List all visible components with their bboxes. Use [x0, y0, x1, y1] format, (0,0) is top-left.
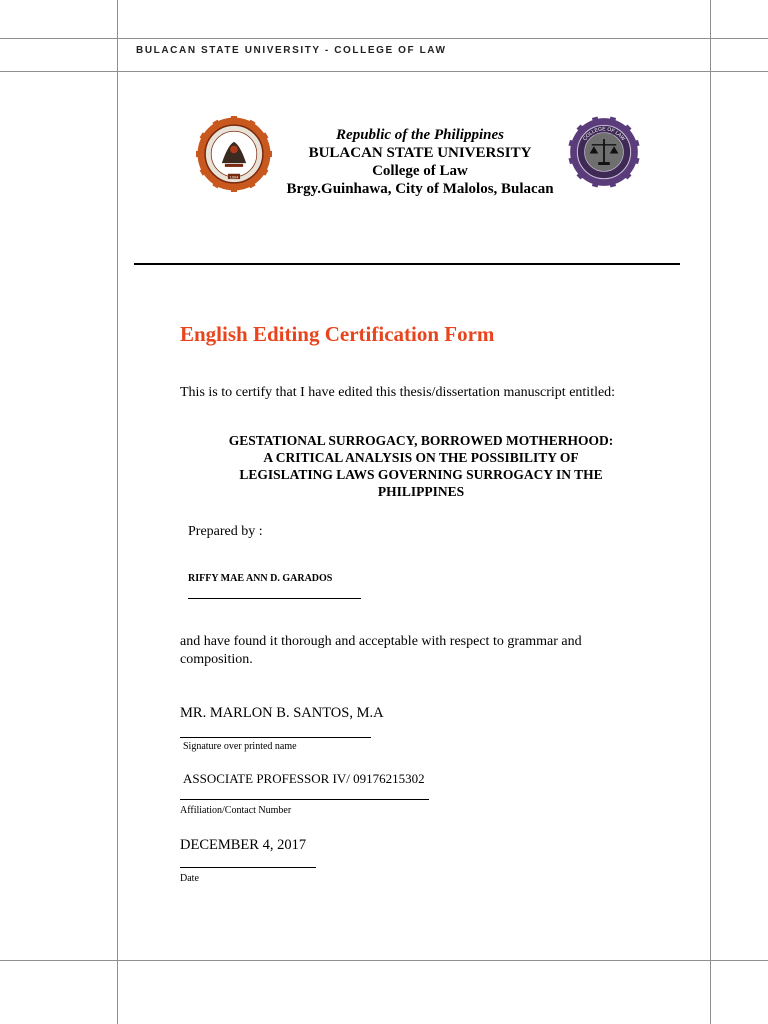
letterhead-university: BULACAN STATE UNIVERSITY	[308, 145, 532, 161]
prepared-by-label: Prepared by :	[188, 524, 263, 539]
page-guide-right	[710, 0, 711, 1024]
affiliation-caption: Affiliation/Contact Number	[180, 805, 292, 816]
thesis-title-line: A CRITICAL ANALYSIS ON THE POSSIBILITY OF	[263, 450, 579, 465]
letterhead	[270, 126, 570, 198]
page-guide-bottom	[0, 960, 768, 961]
thesis-title-line: GESTATIONAL SURROGACY, BORROWED MOTHERHOOD:	[228, 433, 614, 448]
page-guide-left	[117, 0, 118, 1024]
signature-caption: Signature over printed name	[183, 741, 297, 752]
university-seal-icon	[196, 116, 272, 192]
letterhead-address: Brgy.Guinhawa, City of Malolos, Bulacan	[286, 181, 554, 197]
page-guide-header-bottom	[0, 71, 768, 72]
certification-intro: This is to certify that I have edited this thesis/dissertation manuscript entitled:	[180, 385, 616, 400]
seal-ring-text: COLLEGE OF LAW	[582, 126, 626, 142]
affiliation-value: ASSOCIATE PROFESSOR IV/ 09176215302	[183, 771, 425, 786]
date-line	[180, 867, 316, 868]
date-caption: Date	[180, 873, 199, 884]
author-underline	[188, 598, 361, 599]
thesis-title-line: PHILIPPINES	[377, 484, 465, 499]
letterhead-divider	[134, 263, 680, 265]
signature-line	[180, 737, 371, 738]
author-name: RIFFY MAE ANN D. GARADOS	[188, 573, 333, 584]
running-header: BULACAN STATE UNIVERSITY - COLLEGE OF LAW	[136, 45, 447, 56]
thesis-title	[180, 432, 662, 500]
affiliation-line	[180, 799, 429, 800]
letterhead-republic: Republic of the Philippines	[336, 127, 504, 143]
form-title: English Editing Certification Form	[180, 322, 495, 346]
page-guide-top	[0, 38, 768, 39]
certification-conclusion: and have found it thorough and acceptable with respect to grammar and composition.	[180, 634, 582, 667]
letterhead-college: College of Law	[372, 163, 468, 179]
thesis-title-line: LEGISLATING LAWS GOVERNING SURROGACY IN THE	[239, 467, 603, 482]
seal-year: 1904	[229, 175, 239, 180]
editor-name: MR. MARLON B. SANTOS, M.A	[180, 705, 384, 721]
date-value: DECEMBER 4, 2017	[180, 837, 307, 853]
college-of-law-seal-icon	[568, 116, 640, 188]
